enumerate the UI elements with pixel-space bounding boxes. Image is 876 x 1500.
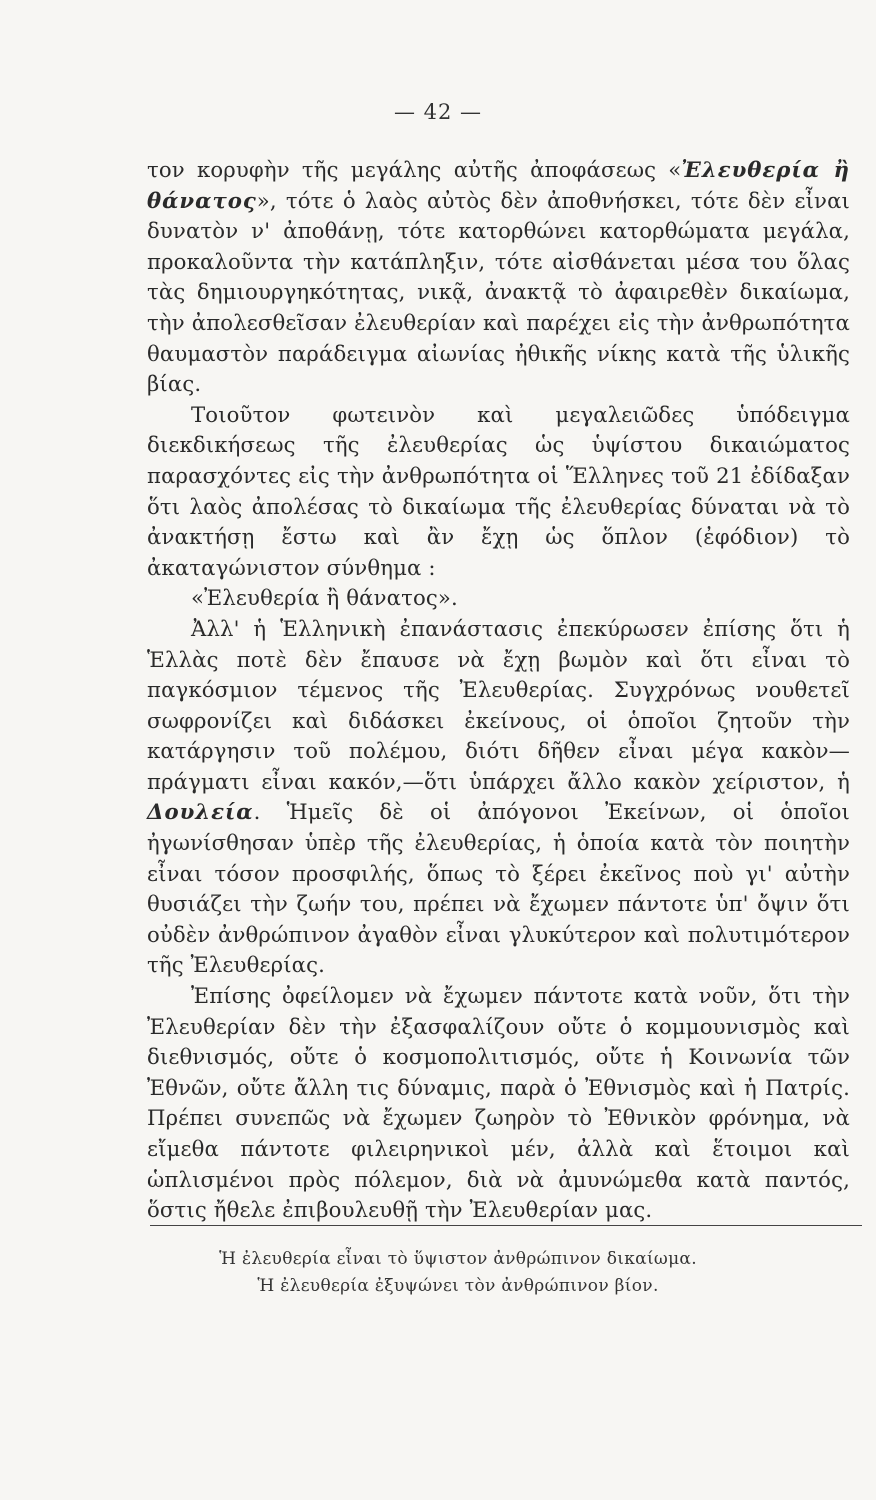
paragraph-1 (147, 155, 850, 400)
paragraph-2: Τοιοῦτον φωτεινὸν καὶ μεγαλειῶδες ὑπόδειγμα διεκδικήσεως τῆς ἐλευθερίας ὡς ὑψίστου δικαιώματος παρασχόντες εἰς τὴν ἀνθρωπότητα οἱ Ἕλληνες τοῦ 21 ἐδίδαξαν ὅτι λαὸς ἀπολέσας τὸ δικαίωμα τῆς ἐλευθερίας δύναται νὰ τὸ ἀνακτήσῃ ἔστω καὶ ἂν ἔχῃ ὡς ὅπλον (ἐφόδιον) τὸ ἀκαταγώνιστον σύνθημα : (147, 401, 850, 580)
paragraph-2-motto: «Ἐλευθερία ἢ θάνατος». (191, 585, 458, 611)
footnote-line-1: Ἡ ἐλευθερία εἶναι τὸ ὕψιστον ἀνθρώπινον δικαίωμα. (219, 1249, 697, 1269)
douleia-emphasis: Δουλεία (147, 799, 254, 825)
footnote-divider (150, 1225, 862, 1226)
paragraph-1-rest: », τότε ὁ λαὸς αὐτὸς δὲν ἀποθνήσκει, τότε δὲν εἶναι δυνατὸν ν' ἀποθάνῃ, τότε κατορθώνει κατορθώματα μεγάλα, προκαλοῦντα τὴν κατάπληξιν, τότε αἰσθάνεται μέσα του ὅλας τὰς δημιουργηκότητας, νικᾷ, ἀνακτᾷ τὸ ἀφαιρεθὲν δικαίωμα, τὴν ἀπολεσθεῖσαν ἐλευθερίαν καὶ παρέχει εἰς τὴν ἀνθρωπότητα θαυμαστὸν παράδειγμα αἰωνίας ἠθικῆς νίκης κατὰ τῆς ὑλικῆς βίας. (147, 187, 850, 397)
paragraph-4: Ἐπίσης ὀφείλομεν νὰ ἔχωμεν πάντοτε κατὰ νοῦν, ὅτι τὴν Ἐλευθερίαν δὲν τὴν ἐξασφαλίζουν οὔτε ὁ κομμουνισμὸς καὶ διεθνισμός, οὔτε ὁ κοσμοπολιτισμός, οὔτε ἡ Κοινωνία τῶν Ἐθνῶν, οὔτε ἄλλη τις δύναμις, παρὰ ὁ Ἐθνισμὸς καὶ ἡ Πατρίς. Πρέπει συνεπῶς νὰ ἔχωμεν ζωηρὸν τὸ Ἐθνικὸν φρόνημα, νὰ εἴμεθα πάντοτε φιλειρηνικοὶ μέν, ἀλλὰ καὶ ἕτοιμοι καὶ ὡπλισμένοι πρὸς πόλεμον, διὰ νὰ ἀμυνώμεθα κατὰ παντός, ὅστις ἤθελε ἐπιβουλευθῇ τὴν Ἐλευθερίαν μας. (147, 983, 850, 1223)
footnote-line-2: Ἡ ἐλευθερία ἐξυψώνει τὸν ἀνθρώπινον βίον. (257, 1276, 659, 1296)
page-number: — 42 — (393, 100, 483, 124)
motto-emphasis: Ἐλευθερία ἢ θάνατος (147, 157, 850, 213)
body-text (147, 155, 850, 1226)
paragraph-3-lead: Ἀλλ' ἡ Ἑλληνικὴ ἐπανάστασις ἐπεκύρωσεν ἐπίσης ὅτι ἡ Ἑλλὰς ποτὲ δὲν ἔπαυσε νὰ ἔχῃ βωμὸν καὶ ὅτι εἶναι τὸ παγκόσμιον τέμενος τῆς Ἐλευθερίας. Συγχρόνως νουθετεῖ σωφρονίζει καὶ διδάσκει ἐκείνους, οἱ ὁποῖοι ζητοῦν τὴν κατάργησιν τοῦ πολέμου, διότι δῆθεν εἶναι μέγα κακὸν—πράγματι εἶναι κακόν,—ὅτι ὑπάρχει ἄλλο κακὸν χείριστον, ἡ (147, 615, 850, 794)
paragraph-3-rest: . Ἡμεῖς δὲ οἱ ἀπόγονοι Ἐκείνων, οἱ ὁποῖοι ἠγωνίσθησαν ὑπὲρ τῆς ἐλευθερίας, ἡ ὁποία κατὰ τὸν ποιητὴν εἶναι τόσον προσφιλής, ὅπως τὸ ξέρει ἐκεῖνος ποὺ γι' αὐτὴν θυσιάζει τὴν ζωήν του, πρέπει νὰ ἔχωμεν πάντοτε ὑπ' ὄψιν ὅτι οὐδὲν ἀνθρώπινον ἀγαθὸν εἶναι γλυκύτερον καὶ πολυτιμότερον τῆς Ἐλευθερίας. (147, 799, 850, 978)
paragraph-3 (147, 614, 850, 981)
paragraph-1-lead: τον κορυφὴν τῆς μεγάλης αὐτῆς ἀποφάσεως « (147, 157, 682, 182)
